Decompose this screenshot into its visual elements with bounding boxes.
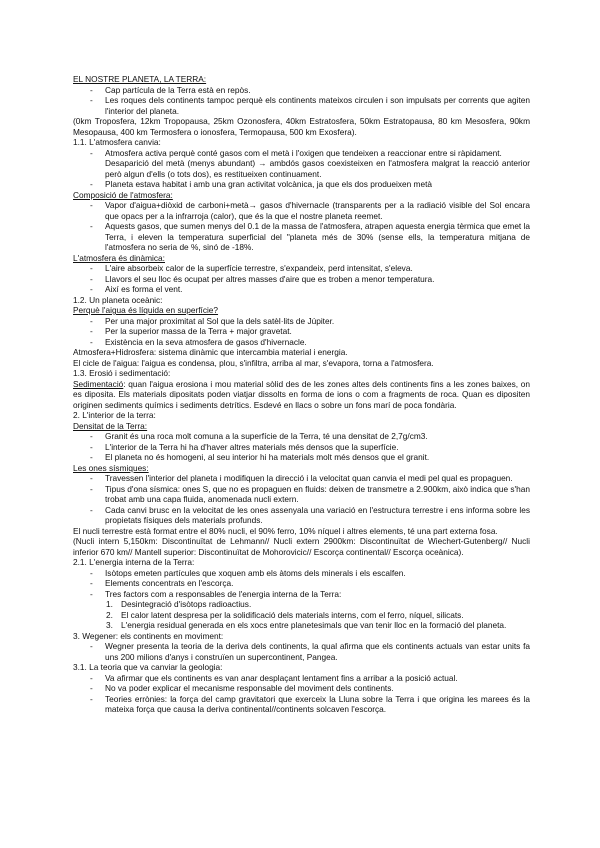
water-cycle-line: El cicle de l'aigua: l'aigua es condensa, plou, s'infiltra, arriba al mar, s'evapora, torna a l'atmosfera.	[73, 357, 434, 368]
list-item: - Llavors el seu lloc és ocupat per altres masses d'aire que es troben a menor temperatura.	[73, 274, 530, 285]
atmo-hidro-line: Atmosfera+Hidrosfera: sistema dinàmic que intercambia material i energia.	[73, 347, 348, 357]
list-item: - Cada canvi brusc en la velocitat de les ones assenyala una variació en l'estructura terrestre i ens informa sobre les propietats físiques dels materials profunds.	[73, 505, 530, 526]
list-item: - Planeta estava habitat i amb una gran activitat volcànica, ja que els dos produeixen metà	[73, 179, 530, 190]
section-heading-3: 3. Wegener: els continents en moviment:	[73, 630, 224, 641]
list-item: - Va afirmar que els continents es van anar desplaçant lentament fins a arribar a la posició actual.	[73, 673, 530, 684]
section-heading-1-3: 1.3. Erosió i sedimentació:	[73, 368, 171, 378]
item-number: 2.	[106, 609, 113, 620]
section-heading-2-1: 2.1. L'energia interna de la Terra:	[73, 557, 195, 567]
numbered-item	[73, 610, 530, 621]
list-item: - Wegner presenta la teoria de la deriva dels continents, la qual afirma que els continents actuals van estar units fa uns 200 milions d'anys i construïen un supercontinent, Pangea.	[73, 641, 530, 662]
list-item: - Tres factors com a responsables de l'energia interna de la Terra:	[73, 589, 530, 600]
page-title: EL NOSTRE PLANETA, LA TERRA:	[73, 74, 207, 84]
sedimentation-paragraph	[73, 379, 530, 411]
list-item: - Vapor d'aigua+diòxid de carboni+metà→ gasos d'hivernacle (transparents per a la radiació visible del Sol encara que opacs per a la infrarroja (calor), que és la que el nostre planeta reemet.	[73, 200, 530, 221]
list-item: - No va poder explicar el mecanisme responsable del moviment dels continents.	[73, 683, 530, 694]
list-item: - Per una major proximitat al Sol que la dels satèl·lits de Júpiter.	[73, 316, 530, 327]
section-heading-2: 2. L'interior de la terra:	[73, 410, 156, 420]
numbered-item	[73, 599, 530, 610]
list-item: - Granit és una roca molt comuna a la superfície de la Terra, té una densitat de 2,7g/cm3.	[73, 431, 530, 442]
item-text: El calor latent despresa per la solidificació dels materials interns, com el ferro, níquel, silicats.	[121, 609, 464, 620]
list-item: - Existència en la seva atmosfera de gasos d'hivernacle.	[73, 337, 530, 348]
list-item: - L'interior de la Terra hi ha d'haver altres materials més densos que la superfície.	[73, 442, 530, 453]
document-body	[73, 74, 530, 715]
subheading-composition: Composició de l'atmosfera:	[73, 189, 173, 200]
subheading-density: Densitat de la Terra:	[73, 420, 148, 431]
core-paragraph: El nucli terrestre està format entre el 80% nucli, el 90% ferro, 10% níquel i altres elements, té una part externa fosa.	[73, 525, 498, 536]
subheading-liquid-water: Perquè l'aigua és líquida en superfície?	[73, 305, 219, 315]
sedimentation-label: Sedimentació	[73, 378, 124, 389]
list-item: - Per la superior massa de la Terra + major gravetat.	[73, 326, 530, 337]
list-item: - Aquests gasos, que sumen menys del 0.1 de la massa de l'atmosfera, atrapen aquesta energia tèrmica que emet la Terra, i eleven la temperatura superficial del "planeta més de 30% (sense ells, la temperatura mitjana de l'atmosfera no seria de %, sinó de -18%.	[73, 221, 530, 253]
list-item: - Teories errònies: la força del camp gravitatori que exerceix la Lluna sobre la Terra i que origina les marees és la mateixa força que causa la deriva continental//continents solcaven l'escorça.	[73, 694, 530, 715]
list-item: - El planeta no és homogeni, al seu interior hi ha materials molt més densos que el granit.	[73, 452, 530, 463]
item-text: Desintegració d'isòtops radioactius.	[121, 599, 252, 609]
section-heading-3-1: 3.1. La teoria que va canviar la geologia:	[73, 662, 223, 672]
layers-note: (0km Troposfera, 12km Tropopausa, 25km Ozonosfera, 40km Estratosfera, 50km Estratopausa, 80 km Mesosfera, 90km Mesopausa, 400 km Termosfera o ionosfera, Termopausa, 500 km Exosfera).	[73, 116, 530, 137]
list-item: - Travessen l'interior del planeta i modifiquen la direcció i la velocitat quan canvia el medi pel qual es propaguen.	[73, 473, 530, 484]
item-number: 1.	[106, 599, 113, 609]
subheading-seismic-waves: Les ones sísmiques:	[73, 462, 149, 473]
numbered-item	[73, 620, 530, 631]
list-item: - L'aire absorbeix calor de la superfície terrestre, s'expandeix, perd intensitat, s'eleva.	[73, 263, 530, 274]
list-item: Desaparició del metà (menys abundant) → ambdós gasos coexisteixen en l'atmosfera malgrat la reacció anterior però algun d'ells (o tots dos), es restitueixen continuament.	[105, 158, 530, 179]
list-item: - Isòtops emeten partícules que xoquen amb els àtoms dels minerals i els escalfen.	[73, 568, 530, 579]
item-number: 3.	[106, 620, 113, 630]
subheading-dynamic: L'atmosfera és dinàmica:	[73, 252, 165, 263]
list-item: - Les roques dels continents tampoc perquè els continents mateixos circulen i son impulsats per corrents que agiten l'interior del planeta.	[73, 95, 530, 116]
list-item: - Elements concentrats en l'escorça.	[73, 578, 530, 589]
section-heading-1-2: 1.2. Un planeta oceànic:	[73, 294, 163, 305]
section-heading-1-1: 1.1. L'atmosfera canvia:	[73, 137, 161, 147]
sedimentation-text: : quan l'aigua erosiona i mou material sòlid des de les zones altes dels continents fins a les zones baixes, on es diposita. Els materials dipositats poden viatjar dissolts en forma de ions o com a fragments de roca. Quan es dipositen originen sediments químics i sediments detrítics. Esdevé en llacs o sobre un fons marí de poca fondària.	[73, 378, 530, 410]
item-text: L'energia residual generada en els xocs entre planetesimals que van tenir lloc en la formació del planeta.	[121, 620, 507, 630]
discontinuities-paragraph: (Nucli intern 5,150km: Discontinuïtat de Lehmann// Nucli extern 2900km: Discontinuïtat de Wiechert-Gutenberg// Nucli inferior 670 km// Mantell superior: Discontinuïtat de Mohorovicic// Escorça continental// Escorça oceànica).	[73, 536, 530, 557]
list-item: - Tipus d'ona sísmica: ones S, que no es propaguen en fluids: deixen de transmetre a 2.900km, això indica que s'han trobat amb una capa fluida, anomenada nucli extern.	[73, 484, 530, 505]
list-item: - Així es forma el vent.	[73, 284, 530, 295]
list-item: - Atmosfera activa perquè conté gasos com el metà i l'oxigen que tendeixen a reaccionar entre si ràpidament.	[73, 148, 530, 159]
list-item: - Cap partícula de la Terra està en repòs.	[73, 85, 530, 96]
